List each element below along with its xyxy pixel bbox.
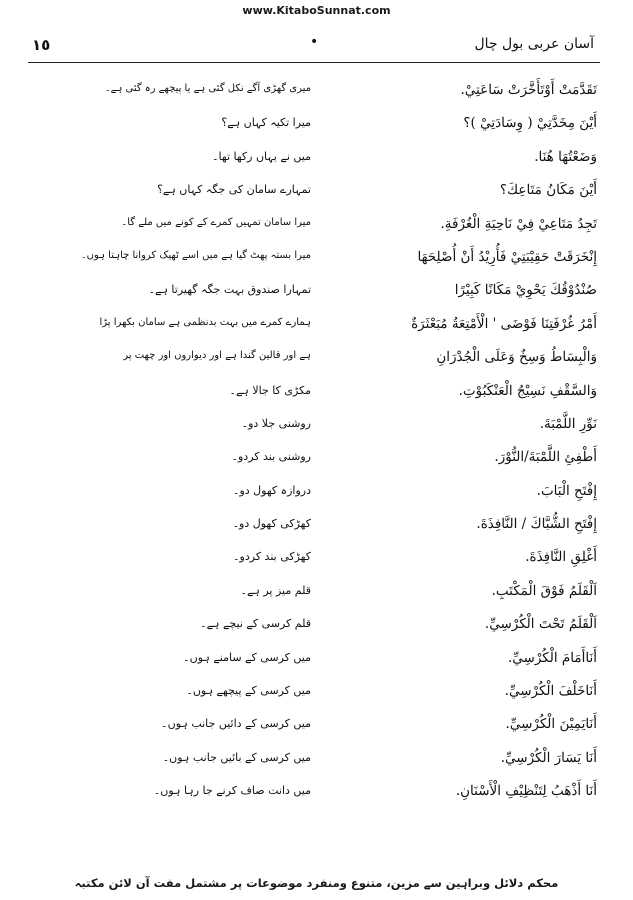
urdu-translation: میرا سامان تمہیں کمرے کے کونے میں ملے گا۔ — [121, 216, 311, 228]
book-title: آسان عربی بول چال — [474, 36, 594, 52]
arabic-phrase: إِفْتَحِ الشُّبَّاكَ / النَّافِذَةَ. — [476, 516, 597, 533]
arabic-phrase: أَنَا يَسَارَ الْكُرْسِيِّ. — [500, 749, 597, 766]
urdu-translation: قلم کرسی کے نیچے ہے۔ — [200, 617, 311, 631]
phrase-row — [0, 579, 633, 612]
phrase-row — [0, 345, 633, 378]
phrase-row — [0, 479, 633, 512]
arabic-phrase: أَنَاخَلْفَ الْكُرْسِيِّ. — [504, 683, 597, 700]
arabic-phrase: وَضَعْتُهَا هُنَا. — [534, 148, 597, 165]
urdu-translation: میری گھڑی آگے نکل گئی ہے یا پیچھے رہ گئی ہے۔ — [104, 83, 311, 94]
phrase-row — [0, 178, 633, 211]
phrase-row — [0, 212, 633, 245]
phrase-row — [0, 512, 633, 545]
header-rule — [28, 62, 600, 63]
phrase-row — [0, 679, 633, 712]
page-header — [28, 34, 598, 58]
phrase-row — [0, 145, 633, 178]
urdu-translation: روشنی بند کردو۔ — [231, 450, 311, 464]
arabic-phrase: أَنَا أَذْهَبُ لِتَنْظِيْفِ الْأَسْنَانِ. — [455, 783, 597, 800]
urdu-translation: ہمارے کمرے میں بہت بدنظمی ہے سامان بکھرا پڑا — [99, 316, 311, 328]
phrase-row — [0, 545, 633, 578]
urdu-translation: میں نے یہاں رکھا تھا۔ — [212, 149, 311, 163]
urdu-translation: مکڑی کا جالا ہے۔ — [229, 383, 311, 397]
urdu-translation: ہے اور قالین گندا ہے اور دیواروں اور چھت پر — [123, 350, 311, 362]
urdu-translation: روشنی جلا دو۔ — [241, 416, 311, 430]
urdu-translation: میں کرسی کے دائیں جانب ہوں۔ — [161, 717, 311, 731]
site-url[interactable]: www.KitaboSunnat.com — [242, 4, 391, 17]
arabic-phrase: أَيْنَ مِخَدَّتِيْ ( وِسَادَتِيْ )؟ — [463, 115, 597, 132]
phrase-row — [0, 746, 633, 779]
arabic-phrase: وَالْبِسَاطُ وَسِخٌ وَعَلَى الْجُدْرَانِ — [436, 349, 597, 366]
arabic-phrase: تَقَدَّمَتْ أَوْتَأَخَّرَتْ سَاعَتِيْ. — [460, 82, 597, 98]
arabic-phrase: أَنَايَمِيْنَ الْكُرْسِيِّ. — [505, 716, 597, 733]
arabic-phrase: إِنْخَرَقَتْ حَقِيْبَتِيْ فَأُرِيْدُ أَنْ أُصْلِحَهَا — [417, 248, 597, 265]
footer-tagline: محکم دلائل وبراہین سے مزین، متنوع ومنفرد موضوعات پر مشتمل مفت آن لائن مکتبہ — [74, 876, 559, 890]
arabic-phrase: أَمْرُ غُرْفَتِنَا فَوْضَى ' الْأَمْتِعَةُ مُبَعْثَرَةٌ — [411, 315, 597, 332]
urdu-translation: قلم میز پر ہے۔ — [240, 583, 311, 597]
arabic-phrase: أَغْلِقِ النَّافِذَةَ. — [525, 549, 597, 566]
urdu-translation: تمہارے سامان کی جگہ کہاں ہے؟ — [157, 183, 311, 197]
phrase-row — [0, 379, 633, 412]
urdu-translation: کھڑکی بند کردو۔ — [233, 550, 311, 564]
phrase-row — [0, 779, 633, 812]
phrase-row — [0, 445, 633, 478]
arabic-phrase: وَالسَّقْفِ نَسِيْجُ الْعَنْكَبُوْتِ. — [458, 382, 597, 399]
arabic-phrase: تَجِدُ مَتَاعِيْ فِيْ نَاحِيَةِ الْغُرْفَةِ. — [440, 215, 597, 232]
arabic-phrase: اَلْقَلَمُ تَحْتَ الْكُرْسِيِّ. — [484, 616, 597, 633]
urdu-translation: میرا تکیہ کہاں ہے؟ — [221, 116, 311, 130]
phrase-row — [0, 245, 633, 278]
arabic-phrase: صُنْدُوْقُكَ يَحْوِيْ مَكَانًا كَبِيْرًا — [454, 282, 597, 299]
urdu-translation: میں دانت صاف کرنے جا رہا ہوں۔ — [153, 784, 311, 798]
arabic-phrase: إِفْتَحِ الْبَابَ. — [536, 482, 597, 499]
arabic-phrase: نَوِّرِ اللَّمْبَةَ. — [539, 415, 597, 432]
urdu-translation: میں کرسی کے بائیں جانب ہوں۔ — [162, 750, 311, 764]
arabic-phrase: اَلْقَلَمُ فَوْقَ الْمَكْتَبِ. — [491, 582, 597, 599]
phrase-list — [0, 78, 633, 813]
phrase-row — [0, 646, 633, 679]
phrase-row — [0, 278, 633, 311]
arabic-phrase: أَطْفِئِ اللَّمْبَةَ/النُّوْرَ. — [494, 449, 597, 466]
header-separator: • — [310, 34, 319, 50]
phrase-row — [0, 111, 633, 144]
phrase-row — [0, 612, 633, 645]
phrase-row — [0, 712, 633, 745]
phrase-row — [0, 412, 633, 445]
urdu-translation: کھڑکی کھول دو۔ — [232, 517, 311, 531]
phrase-row — [0, 312, 633, 345]
urdu-translation: دروازہ کھول دو۔ — [233, 483, 311, 497]
urdu-translation: میں کرسی کے پیچھے ہوں۔ — [186, 684, 311, 698]
phrase-row — [0, 78, 633, 111]
urdu-translation: میرا بستہ پھٹ گیا ہے میں اسے ٹھیک کروانا چاہتا ہوں۔ — [80, 249, 311, 261]
urdu-translation: تمہارا صندوق بہت جگہ گھیرتا ہے۔ — [148, 283, 311, 297]
page-number: ١٥ — [32, 36, 51, 54]
arabic-phrase: أَنَاأَمَامَ الْكُرْسِيِّ. — [508, 649, 597, 666]
urdu-translation: میں کرسی کے سامنے ہوں۔ — [183, 650, 311, 664]
arabic-phrase: أَيْنَ مَكَانُ مَتَاعِكَ؟ — [499, 182, 597, 199]
